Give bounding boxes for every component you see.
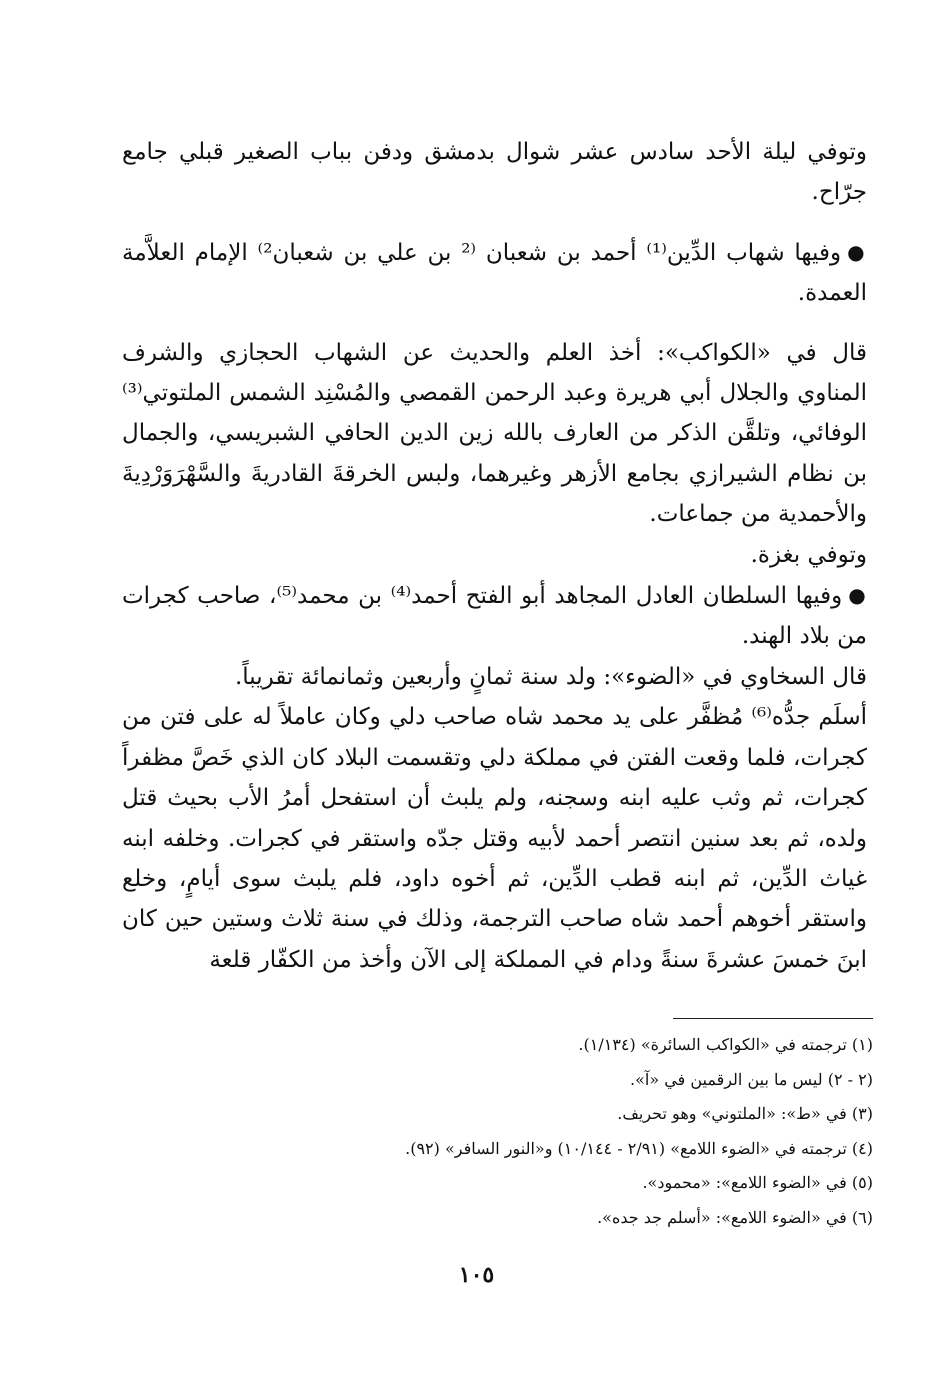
paragraph-text: وفيها السلطان العادل المجاهد أبو الفتح أحمد⁽⁴⁾ بن محمد⁽⁵⁾، صاحب كجرات من بلاد الهند. xyxy=(122,583,867,650)
footnote-text: ترجمته في «الضوء اللامع» (٢/٩١ - ١٠/١٤٤) و«النور السافر» (٩٢). xyxy=(405,1138,847,1158)
paragraph-text: أسلَم جدُّه⁽⁶⁾ مُظفَّر على يد محمد شاه صاحب دلي وكان عاملاً له على فتن من كجرات، فلما وقعت الفتن في مملكة دلي وتقسمت البلاد كان الذي خَصَّ مظفراً كجرات، ثم وثب عليه ابنه وسجنه، ولم يلبث أن استفحل أمرُ الأب بحيث قتل ولده، ثم بعد سنين انتصر أحمد لأبيه وقتل جدّه واستقر في كجرات. وخلفه ابنه غياث الدِّين، ثم ابنه قطب الدِّين، ثم أخوه داود، فلم يلبث سوى أيامٍ، وخلع واستقر أخوهم أحمد شاه صاحب الترجمة، وذلك في سنة ثلاث وستين حين كان ابنَ خمسَ عشرةَ سنةً ودام في المملكة إلى الآن وأخذ من الكفّار قلعة xyxy=(122,704,867,973)
paragraph-text: قال في «الكواكب»: أخذ العلم والحديث عن الشهاب الحجازي والشرف المناوي والجلال أبي هريرة وعبد الرحمن القمصي والمُسْنِد الشمس الملتوتي⁽³⁾ الوفائي، وتلقَّن الذكر من العارف بالله زين الدين الحافي الشبريسي، والجمال بن نظام الشيرازي بجامع الأزهر وغيرهما، ولبس الخرقةَ القادريةَ والسَّهْرَوَرْدِيةَ والأحمدية من جماعات. xyxy=(122,339,867,528)
footnote-item xyxy=(113,1166,873,1201)
footnote-item xyxy=(113,1201,873,1236)
footnote-number: (١) xyxy=(851,1035,873,1054)
paragraph-text: وتوفي ليلة الأحد سادس عشر شوال بدمشق ودفن بباب الصغير قبلي جامع جرّاح. xyxy=(122,139,867,206)
footnote-item xyxy=(113,1097,873,1132)
footnote-text: في «ط»: «الملتوني» وهو تحريف. xyxy=(617,1104,847,1124)
main-text xyxy=(122,132,867,980)
footnote-separator xyxy=(673,1018,873,1019)
paragraph-sakhawi-quote xyxy=(122,657,867,697)
footnote-item xyxy=(113,1063,873,1098)
page-number: ١٠٥ xyxy=(458,1262,495,1288)
paragraph-shihab-al-din xyxy=(122,232,867,314)
footnote-text: في «الضوء اللامع»: «محمود». xyxy=(642,1173,847,1193)
paragraph-death-note xyxy=(122,132,867,213)
bullet-dot-icon: ● xyxy=(847,239,868,264)
footnote-text: في «الضوء اللامع»: «أسلم جد جده». xyxy=(597,1207,847,1227)
footnote-number: (٤) xyxy=(851,1138,873,1158)
footnote-number: (٣) xyxy=(851,1104,873,1124)
footnote-number: (٥) xyxy=(851,1173,873,1193)
footnote-number: (٦) xyxy=(851,1207,873,1227)
paragraph-sultan-ahmad xyxy=(122,575,867,657)
paragraph-gaza-death xyxy=(122,535,867,575)
footnote-text: ليس ما بين الرقمين في «آ». xyxy=(630,1069,823,1089)
footnotes xyxy=(113,1028,873,1236)
footnote-number: (٢ - ٢) xyxy=(827,1069,873,1089)
paragraph-text: وفيها شهاب الدِّين⁽¹⁾ أحمد بن شعبان ⁽² بن علي بن شعبان²⁾ الإمام العلاَّمة العمدة. xyxy=(122,239,867,307)
paragraph-kawakib-quote xyxy=(122,333,867,535)
footnote-text: ترجمته في «الكواكب السائرة» (١/١٣٤). xyxy=(578,1035,847,1054)
footnote-item xyxy=(113,1132,873,1167)
footnote-item xyxy=(113,1028,873,1063)
paragraph-gujarat-history xyxy=(122,697,867,980)
bullet-dot-icon: ● xyxy=(848,583,868,608)
paragraph-text: وتوفي بغزة. xyxy=(750,541,867,568)
paragraph-text: قال السخاوي في «الضوء»: ولد سنة ثمانٍ وأربعين وثمانمائة تقريباً. xyxy=(234,663,867,690)
